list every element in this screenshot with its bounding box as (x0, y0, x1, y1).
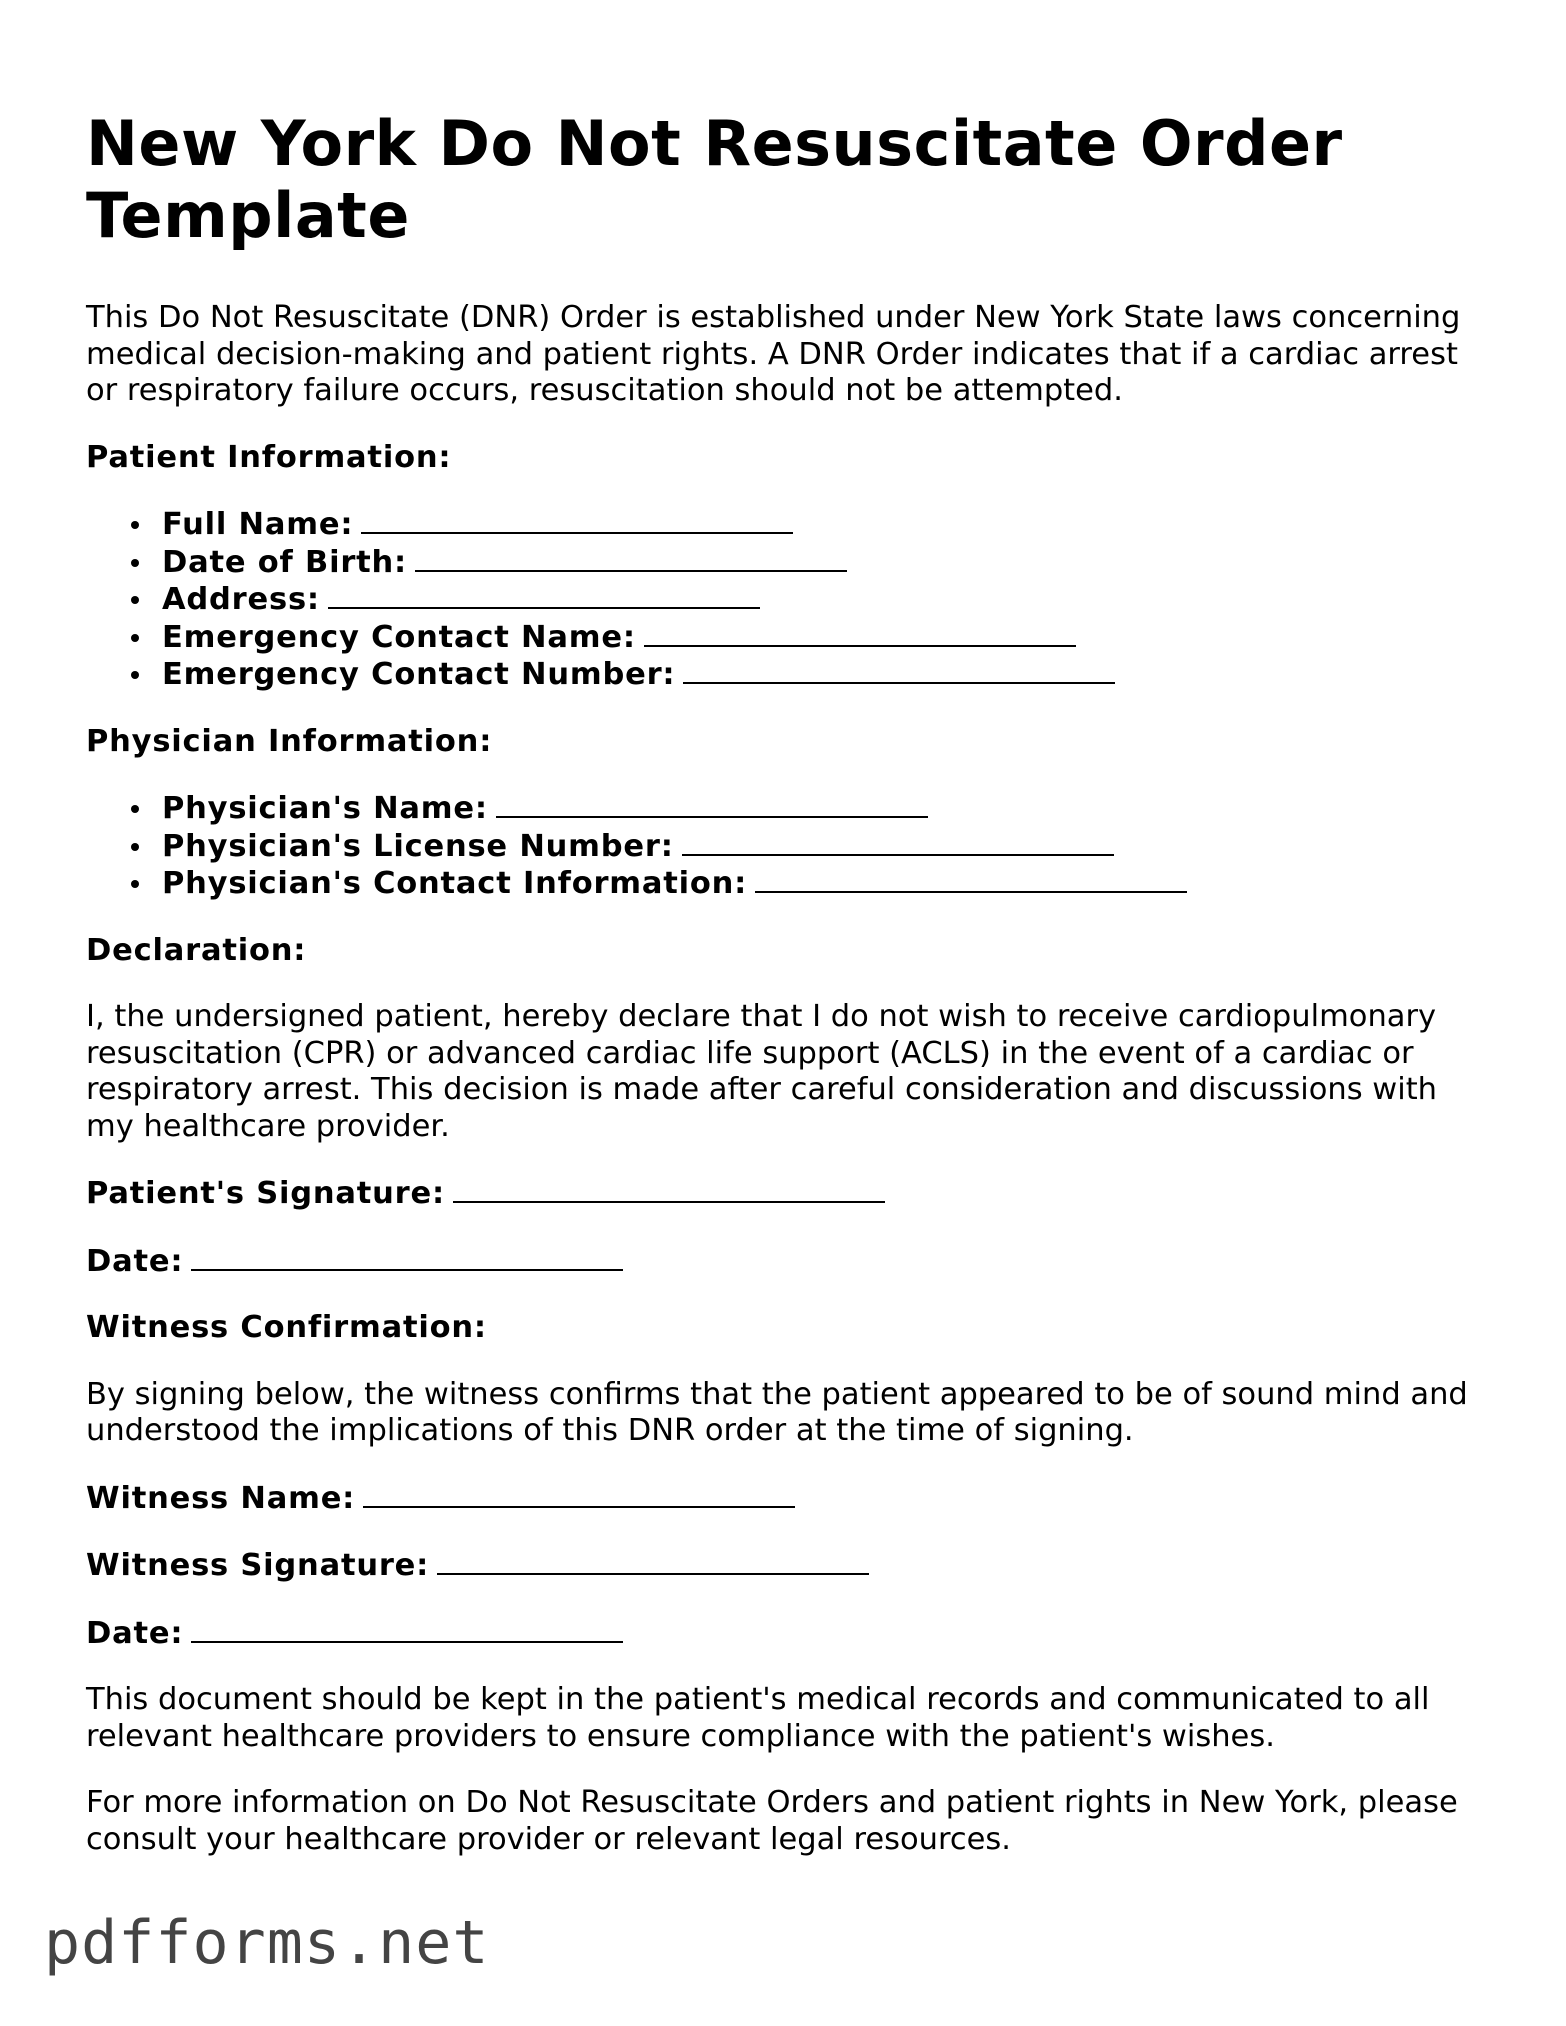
declaration-heading: Declaration: (86, 932, 307, 968)
patient-date-line (86, 1243, 1486, 1281)
witness-date-blank[interactable] (191, 1615, 623, 1643)
field-label: Emergency Contact Number: (162, 657, 676, 692)
watermark: pdfforms.net (44, 1908, 490, 1978)
witness-paragraph: By signing below, the witness confirms that the patient appeared to be of sound mind and understood the implications of this DNR order at the time of signing. (86, 1376, 1468, 1448)
physician-license-blank[interactable] (682, 828, 1114, 856)
intro-paragraph: This Do Not Resuscitate (DNR) Order is established under New York State laws concerning medical decision-making and patient rights. A DNR Order indicates that if a cardiac arrest or respiratory failure occurs, resuscitation should not be attempted. (86, 300, 1461, 408)
field-label: Date: (86, 1615, 184, 1651)
patient-date-blank[interactable] (191, 1243, 623, 1271)
physician-info-list (86, 790, 1486, 903)
patient-info-heading: Patient Information: (86, 439, 452, 475)
declaration-paragraph: I, the undersigned patient, hereby declare that I do not wish to receive cardiopulmonary resuscitation (CPR) or advanced cardiac life support (ACLS) in the event of a cardiac or respiratory arrest. This decision is made after careful consideration and discussions with my healthcare provider. (86, 999, 1437, 1144)
emergency-contact-number-blank[interactable] (683, 656, 1115, 684)
field-label: Date: (86, 1243, 184, 1279)
witness-signature-blank[interactable] (437, 1547, 869, 1575)
list-item (162, 506, 1486, 544)
document-page (86, 108, 1486, 1858)
field-label: Witness Signature: (86, 1548, 430, 1583)
physician-contact-blank[interactable] (755, 865, 1187, 893)
field-label: Witness Name: (86, 1480, 356, 1516)
emergency-contact-name-blank[interactable] (644, 619, 1076, 647)
field-label: Date of Birth: (162, 544, 408, 580)
field-label: Physician's Contact Information: (162, 866, 748, 901)
field-label: Patient's Signature: (86, 1176, 446, 1211)
witness-date-line (86, 1615, 1486, 1653)
date-of-birth-blank[interactable] (415, 544, 847, 572)
physician-info-heading: Physician Information: (86, 723, 493, 759)
list-item (162, 581, 1486, 619)
field-label: Physician's Name: (162, 791, 488, 826)
list-item (162, 828, 1486, 866)
list-item (162, 619, 1486, 657)
witness-heading: Witness Confirmation: (86, 1310, 487, 1345)
patient-info-list (86, 506, 1486, 694)
physician-name-blank[interactable] (496, 790, 928, 818)
field-label: Address: (162, 582, 320, 617)
field-label: Emergency Contact Name: (162, 619, 636, 655)
closing-paragraph-2: For more information on Do Not Resuscitate Orders and patient rights in New York, please consult your healthcare provider or relevant legal resources. (86, 1785, 1458, 1857)
list-item (162, 544, 1486, 582)
witness-name-blank[interactable] (363, 1480, 795, 1508)
patient-signature-blank[interactable] (453, 1175, 885, 1203)
list-item (162, 790, 1486, 828)
closing-paragraph-1: This document should be kept in the patient's medical records and communicated to all relevant healthcare providers to ensure compliance with the patient's wishes. (86, 1682, 1430, 1754)
address-blank[interactable] (328, 581, 760, 609)
field-label: Full Name: (162, 507, 354, 542)
list-item (162, 865, 1486, 903)
list-item (162, 656, 1486, 694)
full-name-blank[interactable] (361, 506, 793, 534)
witness-signature-line (86, 1547, 1486, 1585)
document-title: New York Do Not Resuscitate Order Template (86, 107, 1343, 252)
patient-signature-line (86, 1175, 1486, 1213)
witness-name-line (86, 1480, 1486, 1518)
field-label: Physician's License Number: (162, 828, 674, 864)
